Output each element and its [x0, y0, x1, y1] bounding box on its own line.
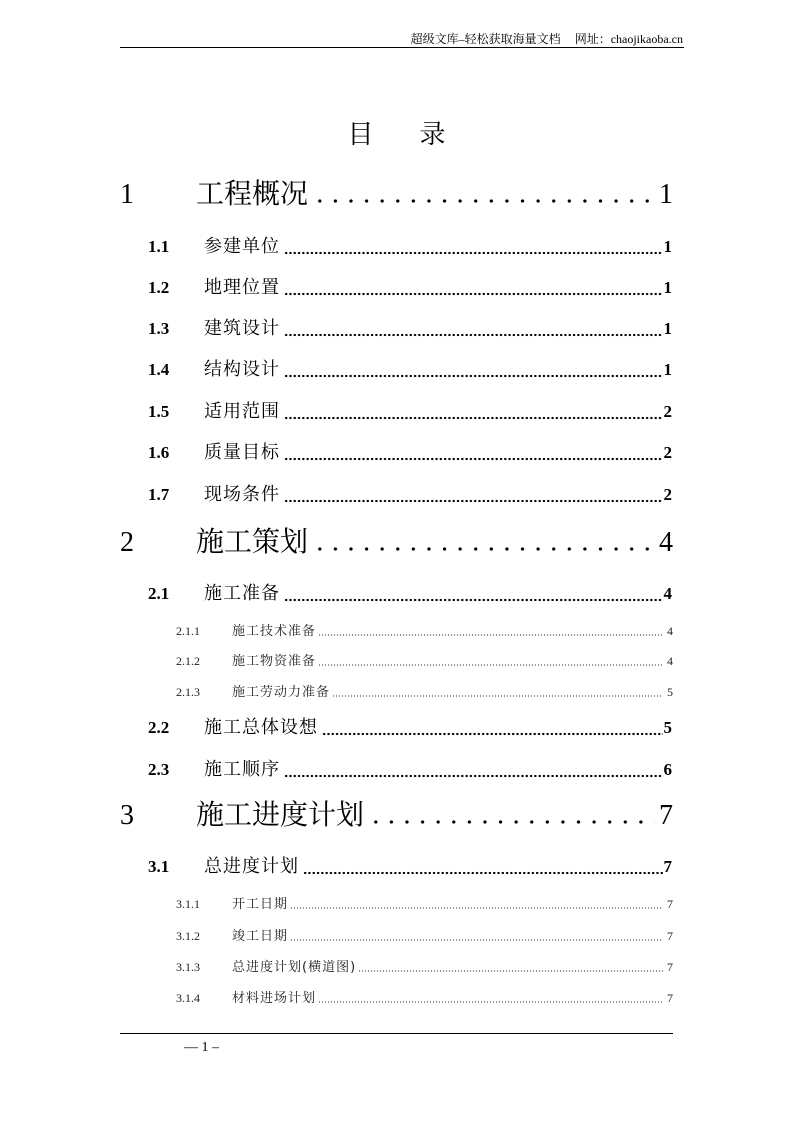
toc-entry-l3[interactable] — [176, 650, 673, 669]
toc-entry-label: 参建单位 — [204, 236, 280, 257]
toc-entry-label: 施工进度计划 — [196, 798, 365, 831]
toc-entry-number: 1.5 — [148, 402, 170, 421]
toc-entry-label: 材料进场计划 — [232, 991, 317, 1006]
toc-entry-number: 1.7 — [148, 485, 170, 504]
toc-entry-page: 5 — [663, 718, 672, 737]
toc-entry-page: 1 — [663, 360, 672, 379]
toc-entry-number: 2.3 — [148, 760, 170, 779]
toc-entry-number: 1.6 — [148, 443, 170, 462]
dot-leader — [312, 196, 655, 206]
toc-entry-label: 施工技术准备 — [232, 624, 317, 639]
toc-entry-number: 3.1.3 — [176, 960, 200, 974]
toc-entry-l2[interactable] — [148, 755, 672, 781]
toc-entry-l2[interactable] — [148, 314, 672, 340]
toc-entry-label: 总进度计划(横道图) — [232, 960, 357, 975]
toc-entry-number: 2.1.3 — [176, 685, 200, 699]
toc-entry-number: 1 — [120, 179, 134, 210]
toc-entry-label: 开工日期 — [232, 897, 289, 912]
toc-entry-number: 3.1.1 — [176, 897, 200, 911]
toc-entry-number: 3 — [120, 800, 134, 831]
toc-entry-l2[interactable] — [148, 355, 672, 381]
header-site-name: 超级文库–轻松获取海量文档 — [410, 32, 561, 46]
toc-entry-page: 2 — [663, 443, 672, 462]
toc-entry-number: 1.3 — [148, 319, 170, 338]
dot-leader — [284, 773, 663, 779]
toc-entry-l3[interactable] — [176, 681, 673, 700]
dot-leader — [318, 633, 663, 637]
dot-leader — [332, 694, 663, 698]
toc-entry-label: 总进度计划 — [204, 856, 299, 877]
toc-entry-label: 施工劳动力准备 — [232, 685, 331, 700]
toc-entry-l1[interactable] — [120, 793, 673, 833]
toc-entry-number: 1.2 — [148, 278, 170, 297]
toc-entry-number: 2 — [120, 527, 134, 558]
toc-entry-label: 质量目标 — [204, 442, 280, 463]
toc-entry-page: 1 — [663, 319, 672, 338]
toc-entry-label: 现场条件 — [204, 484, 280, 505]
dot-leader — [284, 597, 663, 603]
toc-entry-page: 4 — [667, 624, 673, 638]
toc-entry-label: 建筑设计 — [204, 318, 280, 339]
dot-leader — [284, 373, 663, 379]
toc-entry-page: 4 — [667, 654, 673, 668]
dot-leader — [284, 250, 663, 256]
toc-entry-l3[interactable] — [176, 956, 673, 975]
toc-entry-number: 1.4 — [148, 360, 170, 379]
toc-entry-page: 7 — [663, 857, 672, 876]
toc-entry-page: 7 — [667, 991, 673, 1005]
toc-entry-number: 2.1 — [148, 584, 170, 603]
dot-leader — [284, 291, 663, 297]
dot-leader — [322, 731, 663, 737]
toc-entry-number: 2.1.2 — [176, 654, 200, 668]
toc-entry-l2[interactable] — [148, 713, 672, 739]
toc-entry-page: 7 — [667, 929, 673, 943]
toc-entry-l2[interactable] — [148, 438, 672, 464]
toc-entry-label: 施工物资准备 — [232, 654, 317, 669]
toc-entry-l3[interactable] — [176, 987, 673, 1006]
toc-entry-page: 6 — [663, 760, 672, 779]
header-url: 网址：chaojikaoba.cn — [574, 32, 683, 46]
toc-title — [0, 114, 793, 151]
toc-entry-label: 施工总体设想 — [204, 717, 318, 738]
toc-entry-page: 4 — [659, 527, 673, 558]
toc-entry-l3[interactable] — [176, 925, 673, 944]
toc-entry-page: 1 — [663, 278, 672, 297]
toc-entry-label: 竣工日期 — [232, 929, 289, 944]
toc-entry-l2[interactable] — [148, 579, 672, 605]
dot-leader — [284, 456, 663, 462]
toc-entry-number: 3.1.2 — [176, 929, 200, 943]
toc-entry-number: 2.1.1 — [176, 624, 200, 638]
header-text — [411, 30, 683, 47]
toc-entry-label: 施工策划 — [196, 525, 309, 558]
toc-entry-number: 2.2 — [148, 718, 170, 737]
toc-entry-l2[interactable] — [148, 232, 672, 258]
toc-entry-label: 工程概况 — [196, 177, 309, 210]
toc-entry-page: 1 — [663, 237, 672, 256]
dot-leader — [303, 870, 663, 876]
toc-entry-page: 2 — [663, 402, 672, 421]
dot-leader — [368, 817, 655, 827]
dot-leader — [318, 663, 663, 667]
toc-entry-label: 地理位置 — [204, 277, 280, 298]
toc-entry-page: 7 — [667, 897, 673, 911]
toc-entry-page: 1 — [659, 179, 673, 210]
toc-title-char-2: 录 — [419, 120, 446, 150]
toc-entry-label: 施工顺序 — [204, 759, 280, 780]
dot-leader — [318, 1000, 663, 1004]
header-divider — [120, 47, 684, 48]
toc-entry-page: 4 — [663, 584, 672, 603]
toc-entry-page: 7 — [667, 960, 673, 974]
dot-leader — [290, 938, 663, 942]
footer-page-number: — 1 – — [184, 1040, 219, 1055]
toc-entry-number: 3.1 — [148, 857, 170, 876]
dot-leader — [284, 415, 663, 421]
dot-leader — [358, 969, 663, 973]
toc-entry-number: 3.1.4 — [176, 991, 200, 1005]
footer-divider — [120, 1033, 673, 1034]
toc-entry-page: 2 — [663, 485, 672, 504]
toc-entry-l3[interactable] — [176, 893, 673, 912]
toc-title-char-1: 目 — [347, 120, 374, 150]
toc-entry-l2[interactable] — [148, 273, 672, 299]
toc-entry-l2[interactable] — [148, 852, 672, 878]
dot-leader — [284, 498, 663, 504]
dot-leader — [284, 332, 663, 338]
toc-entry-l2[interactable] — [148, 480, 672, 506]
toc-entry-number: 1.1 — [148, 237, 170, 256]
toc-entry-l1[interactable] — [120, 520, 673, 560]
toc-entry-label: 施工准备 — [204, 583, 280, 604]
dot-leader — [312, 544, 655, 554]
toc-entry-label: 适用范围 — [204, 401, 280, 422]
toc-entry-page: 7 — [659, 800, 673, 831]
toc-entry-page: 5 — [667, 685, 673, 699]
dot-leader — [290, 906, 663, 910]
toc-entry-l3[interactable] — [176, 620, 673, 639]
toc-entry-l1[interactable] — [120, 172, 673, 212]
toc-entry-label: 结构设计 — [204, 359, 280, 380]
toc-entry-l2[interactable] — [148, 397, 672, 423]
